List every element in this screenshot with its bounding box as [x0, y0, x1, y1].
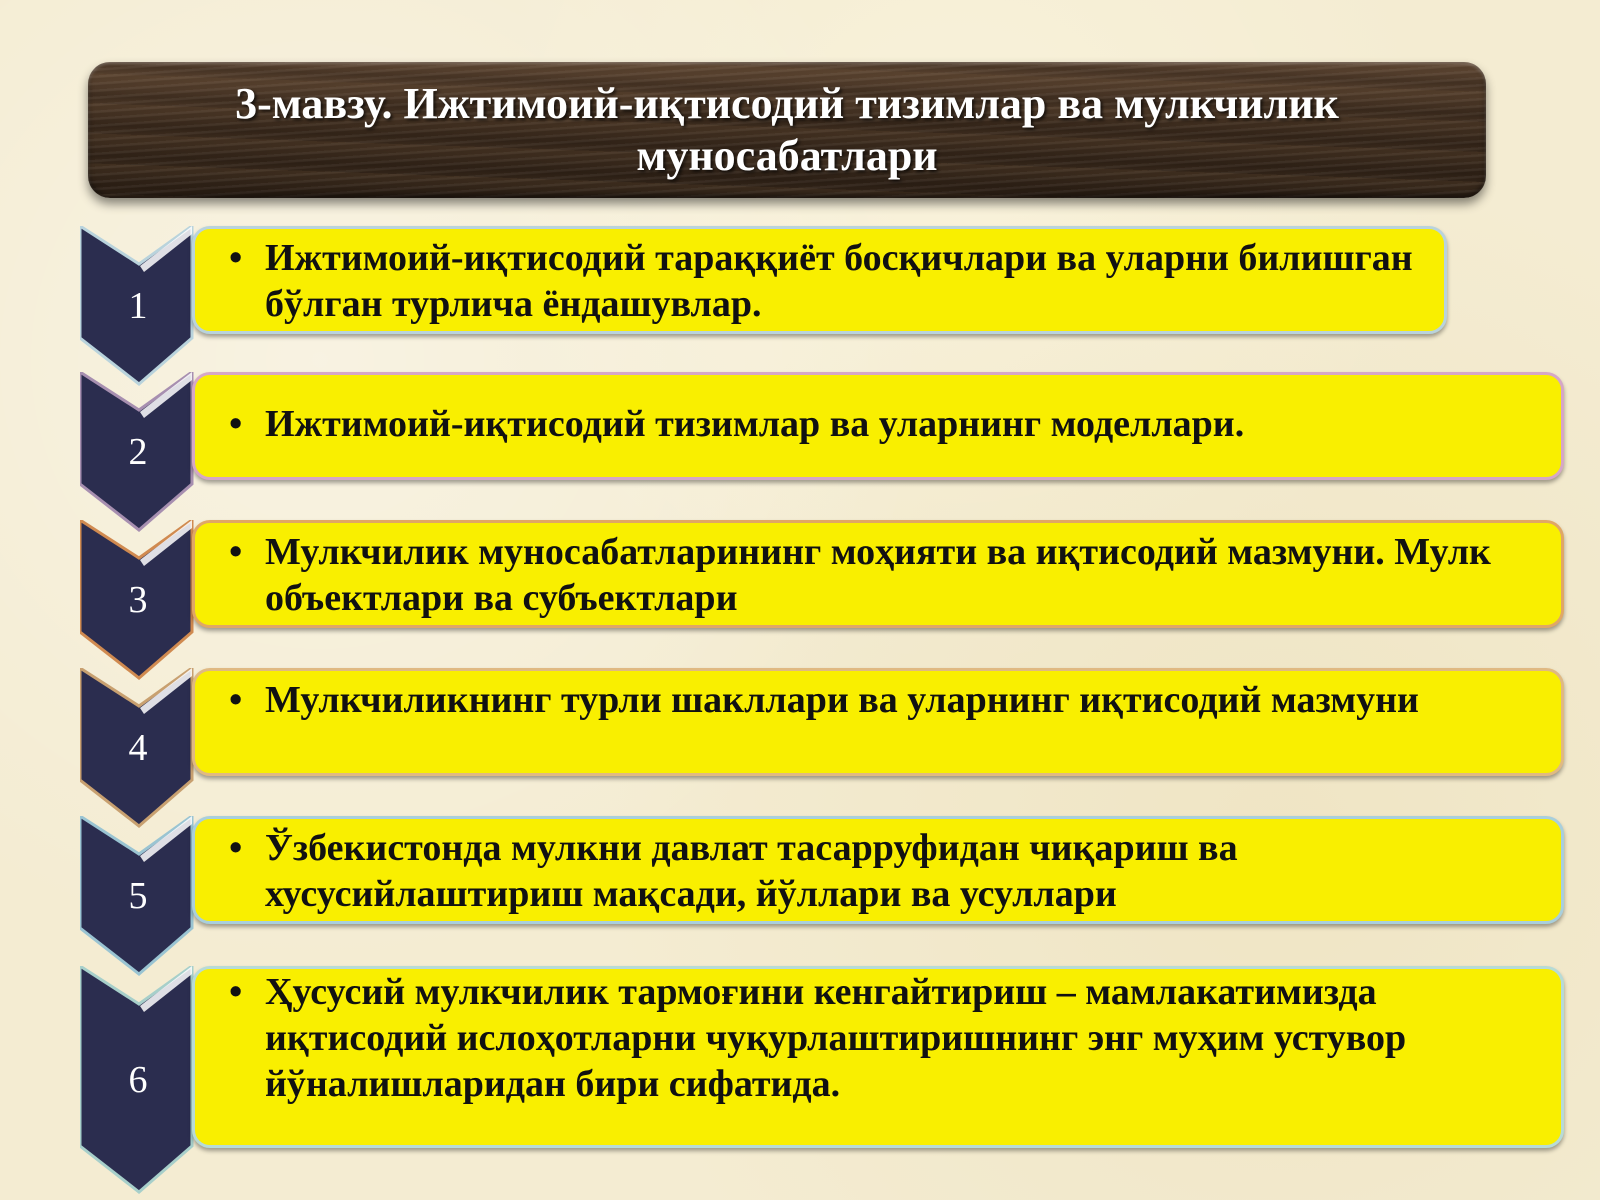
item-text-box [192, 668, 1564, 776]
item-text-box [192, 226, 1447, 334]
item-text: Мулкчилик муносабатларининг моҳияти ва иқтисодий мазмуни. Мулк объектлари ва субъектлари [265, 531, 1491, 619]
item-text: Мулкчиликнинг турли шакллари ва уларнинг иқтисодий мазмуни [265, 679, 1419, 721]
bullet-icon: • [229, 403, 243, 445]
bullet-icon: • [229, 679, 243, 721]
list-item [80, 668, 1500, 833]
list-item [80, 520, 1500, 685]
item-number: 1 [128, 285, 148, 327]
list-item [80, 816, 1500, 981]
bullet-icon: • [229, 237, 243, 279]
item-text: Ўзбекистонда мулкни давлат тасарруфидан чиқариш ва хусусийлаштириш мақсади, йўллари ва усуллари [265, 827, 1238, 915]
bullet-icon: • [229, 827, 243, 869]
item-text-box [192, 966, 1564, 1148]
slide-title: 3-мавзу. Ижтимоий-иқтисодий тизимлар ва мулкчилик муносабатлари [235, 79, 1339, 180]
bullet-icon: • [229, 971, 243, 1013]
item-number: 5 [128, 875, 148, 917]
list-item [80, 372, 1500, 537]
item-text-box [192, 372, 1564, 480]
item-number: 6 [128, 1059, 148, 1101]
item-text: Ижтимоий-иқтисодий тараққиёт босқичлари ва уларни билишган бўлган турлича ёндашувлар. [265, 237, 1413, 325]
bullet-icon: • [229, 531, 243, 573]
item-text: Ҳусусий мулкчилик тармоғини кенгайтириш – мамлакатимизда иқтисодий ислоҳотларни чуқурлаштиришнинг энг муҳим устувор йўналишларидан бири сифатида. [265, 971, 1407, 1105]
list-item [80, 226, 1500, 391]
item-number: 2 [128, 431, 148, 473]
item-text: Ижтимоий-иқтисодий тизимлар ва уларнинг моделлари. [265, 403, 1245, 445]
list-item [80, 966, 1500, 1196]
item-text-box [192, 520, 1564, 628]
title-banner [88, 62, 1486, 198]
item-number: 3 [128, 579, 148, 621]
item-text-box [192, 816, 1564, 924]
item-number: 4 [128, 727, 148, 769]
